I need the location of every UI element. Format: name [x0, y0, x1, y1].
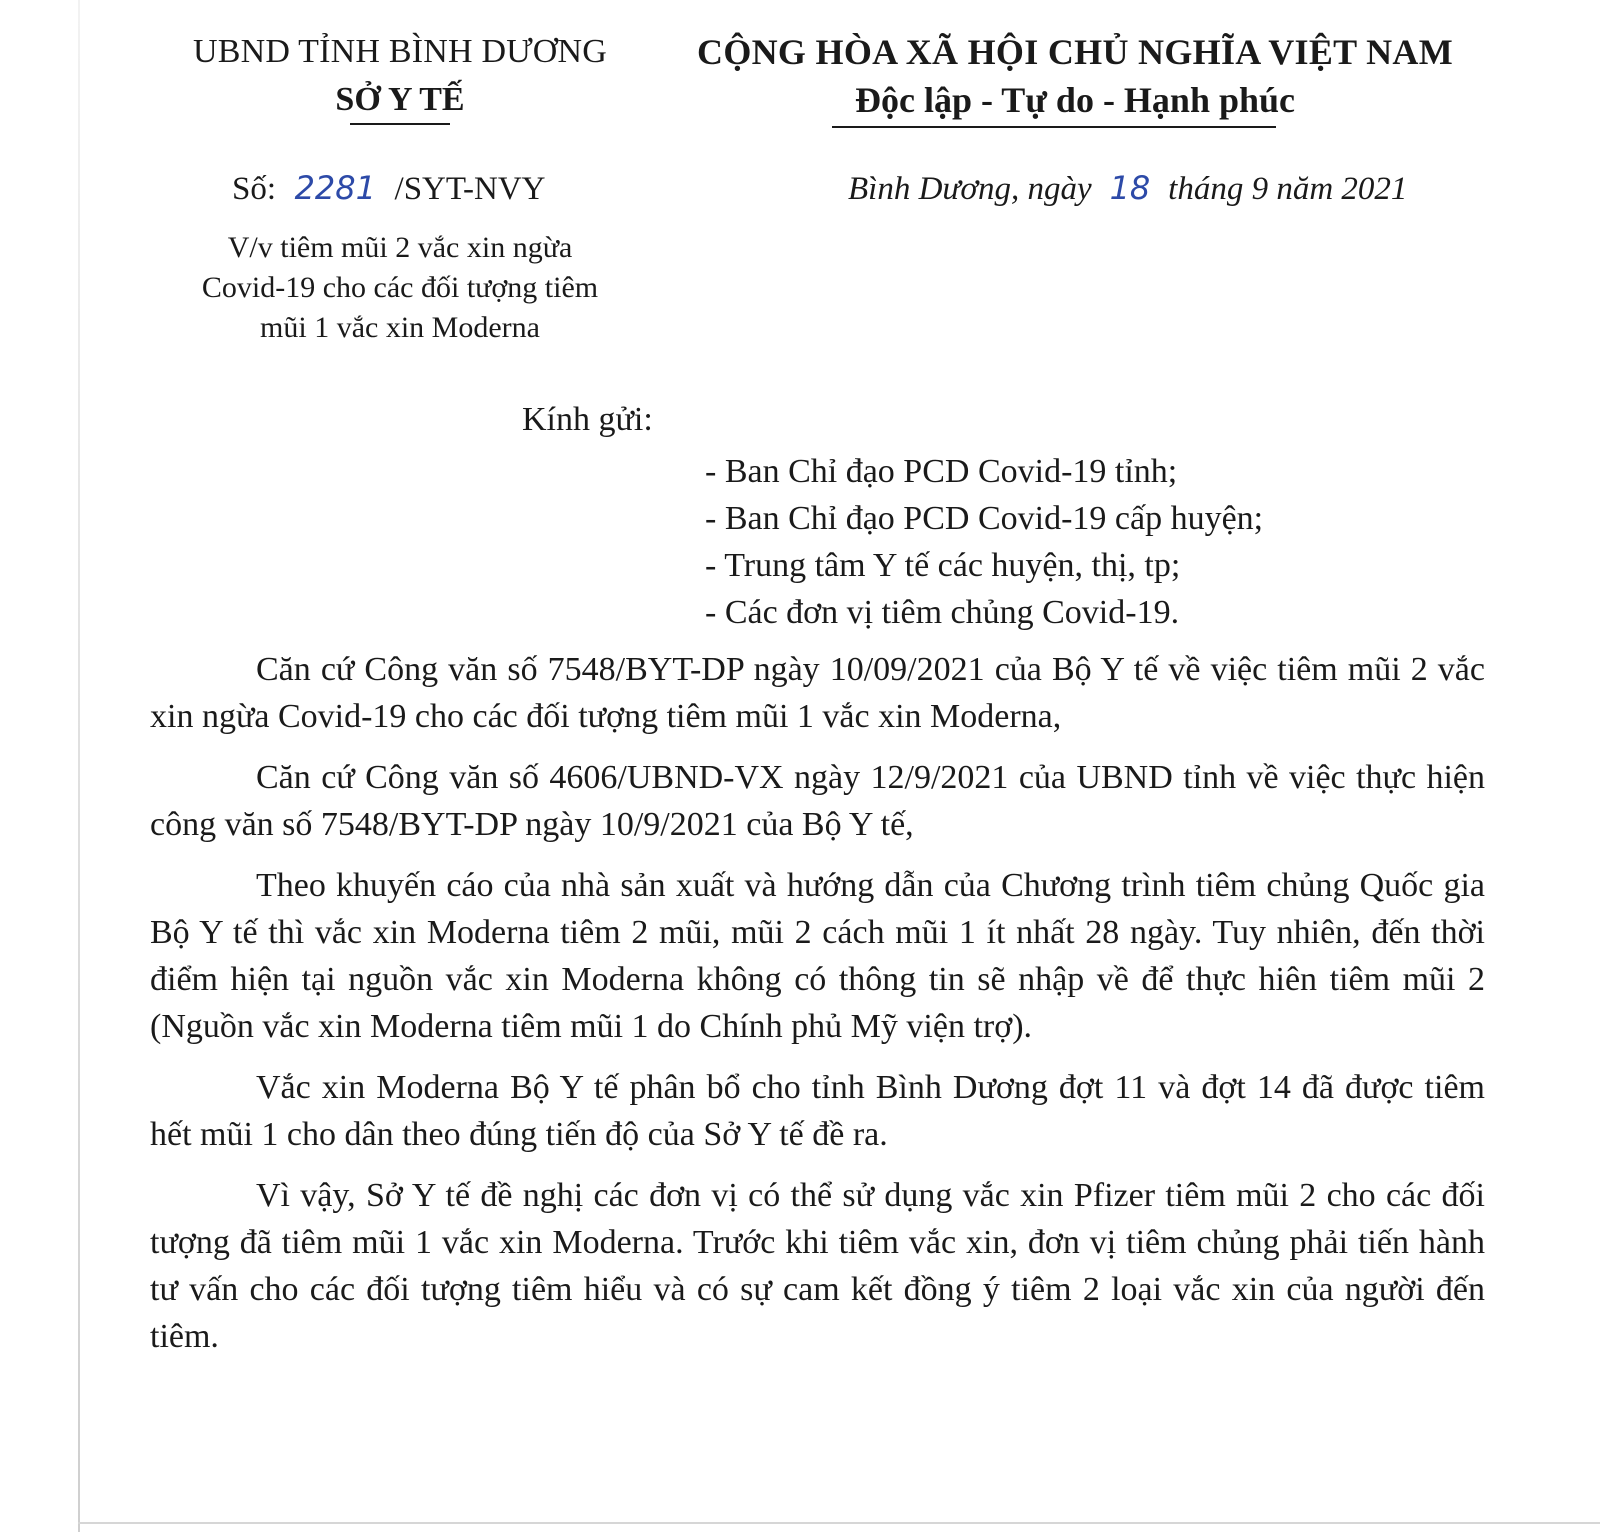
date-place-prefix: Bình Dương, ngày — [848, 171, 1092, 207]
recipient-item: - Ban Chỉ đạo PCD Covid-19 cấp huyện; — [705, 500, 1264, 537]
body-paragraph: Vì vậy, Sở Y tế đề nghị các đơn vị có thể sử dụng vắc xin Pfizer tiêm mũi 2 cho các đối tượng đã tiêm mũi 1 vắc xin Moderna. Trước khi tiêm vắc xin, đơn vị tiêm chủng phải tiến hành tư vấn cho các đối tượng tiêm hiểu và có sự cam kết đồng ý tiêm 2 loại vắc xin của người đến tiêm. — [150, 1177, 1485, 1355]
document-number — [232, 166, 546, 211]
date-line — [848, 166, 1407, 211]
subject-line: V/v tiêm mũi 2 vắc xin ngừa — [227, 231, 573, 264]
motto-underline — [832, 126, 1276, 128]
body-paragraph: Căn cứ Công văn số 7548/BYT-DP ngày 10/09/2021 của Bộ Y tế về việc tiêm mũi 2 vắc xin ngừa Covid-19 cho các đối tượng tiêm mũi 1 vắc xin Moderna, — [150, 651, 1485, 735]
subject-line: mũi 1 vắc xin Moderna — [260, 311, 540, 344]
subject-line: Covid-19 cho các đối tượng tiêm — [201, 271, 599, 304]
recipient-list — [705, 448, 1263, 636]
issuing-agency: UBND TỈNH BÌNH DƯƠNG — [192, 33, 608, 70]
department-underline — [350, 123, 450, 125]
national-motto: Độc lập - Tự do - Hạnh phúc — [854, 80, 1296, 120]
issuing-department: SỞ Y TẾ — [335, 81, 465, 118]
date-handwritten-day: 18 — [1109, 169, 1151, 207]
recipient-item: - Các đơn vị tiêm chủng Covid-19. — [705, 594, 1180, 631]
body-paragraph: Theo khuyến cáo của nhà sản xuất và hướng dẫn của Chương trình tiêm chủng Quốc gia Bộ Y tế thì vắc xin Moderna tiêm 2 mũi, mũi 2 cách mũi 1 ít nhất 28 ngày. Tuy nhiên, đến thời điểm hiện tại nguồn vắc xin Moderna không có thông tin sẽ nhập về để thực hiên tiêm mũi 2 (Nguồn vắc xin Moderna tiêm mũi 1 do Chính phủ Mỹ viện trợ). — [150, 867, 1485, 1045]
doc-number-handwritten: 2281 — [294, 169, 376, 207]
body-paragraph: Căn cứ Công văn số 4606/UBND-VX ngày 12/9/2021 của UBND tỉnh về việc thực hiện công văn số 7548/BYT-DP ngày 10/9/2021 của Bộ Y tế, — [150, 759, 1485, 843]
national-heading — [660, 28, 1490, 124]
body-paragraph: Vắc xin Moderna Bộ Y tế phân bổ cho tỉnh Bình Dương đợt 11 và đợt 14 đã được tiêm hết mũi 1 cho dân theo đúng tiến độ của Sở Y tế đề ra. — [150, 1069, 1485, 1153]
doc-number-prefix: Số: — [232, 171, 277, 207]
recipient-item: - Trung tâm Y tế các huyện, thị, tp; — [705, 547, 1181, 584]
nation-name: CỘNG HÒA XÃ HỘI CHỦ NGHĨA VIỆT NAM — [697, 32, 1453, 72]
recipient-item: - Ban Chỉ đạo PCD Covid-19 tỉnh; — [705, 453, 1178, 490]
salutation: Kính gửi: — [522, 401, 653, 438]
doc-number-suffix: /SYT-NVY — [394, 171, 546, 207]
subject-block — [150, 228, 650, 348]
scan-edge-left — [78, 0, 80, 1532]
scan-edge-bottom — [78, 1522, 1600, 1524]
document-body — [150, 646, 1485, 1360]
date-rest: tháng 9 năm 2021 — [1168, 171, 1408, 207]
issuer-block — [150, 28, 650, 124]
